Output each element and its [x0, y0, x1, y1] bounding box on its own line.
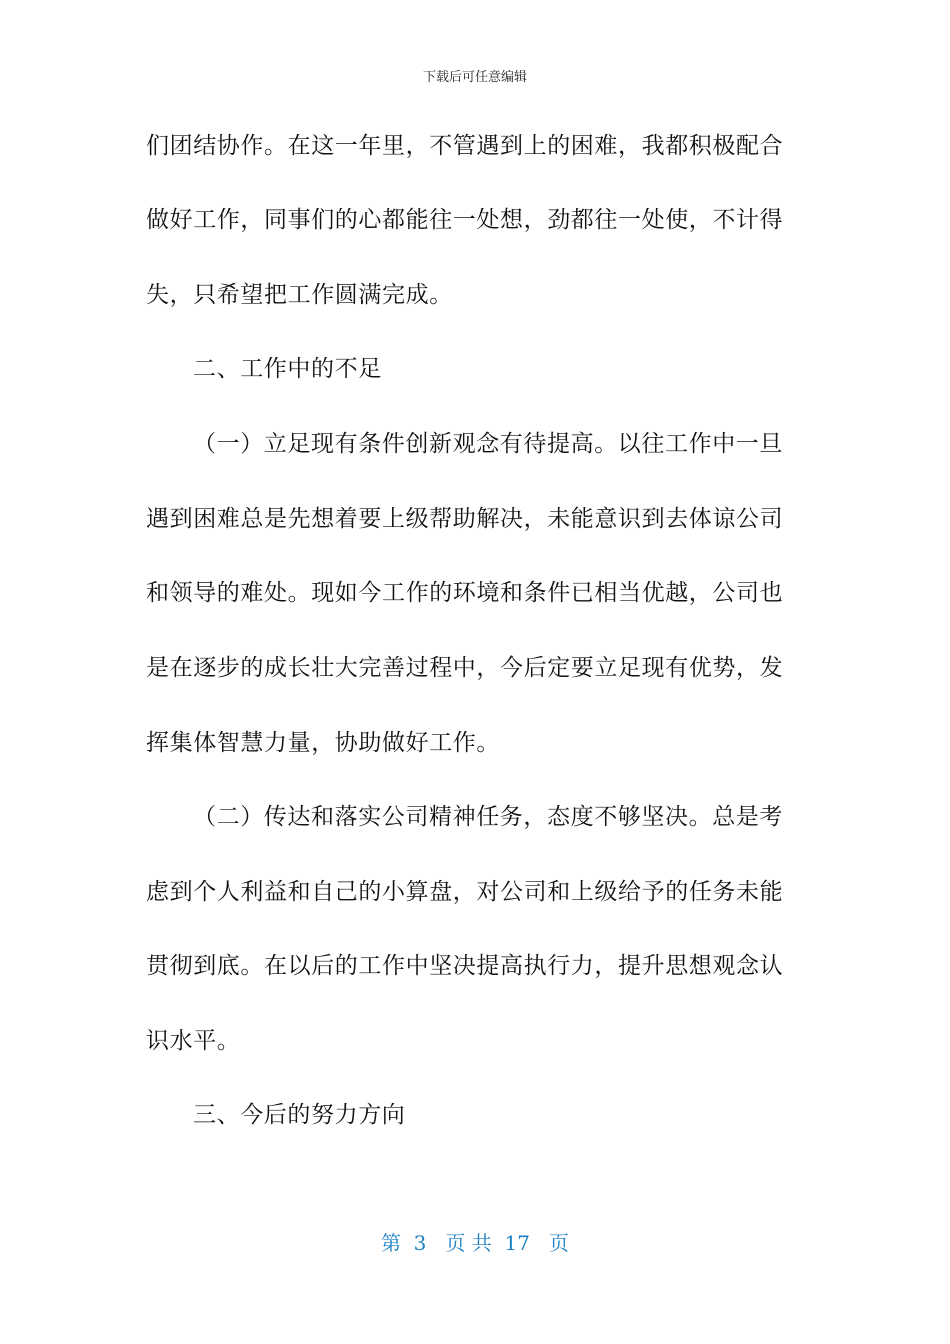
body-line: （一）立足现有条件创新观念有待提高。以往工作中一旦 [193, 431, 783, 457]
body-line: 们团结协作。在这一年里，不管遇到上的困难，我都积极配合 [146, 133, 784, 159]
body-line: 做好工作，同事们的心都能往一处想，劲都往一处使，不计得 [146, 207, 784, 233]
page-header-note: 下载后可任意编辑 [422, 70, 527, 85]
section-heading: 二、工作中的不足 [193, 356, 382, 382]
section-heading: 三、今后的努力方向 [193, 1102, 406, 1128]
body-line: 虑到个人利益和自己的小算盘，对公司和上级给予的任务未能 [146, 879, 784, 905]
body-line: 识水平。 [146, 1028, 241, 1054]
body-line: 遇到困难总是先想着要上级帮助解决，未能意识到去体谅公司 [146, 506, 784, 532]
body-line: 贯彻到底。在以后的工作中坚决提高执行力，提升思想观念认 [146, 953, 784, 979]
body-line: 是在逐步的成长壮大完善过程中，今后定要立足现有优势，发 [146, 655, 784, 681]
body-line: （二）传达和落实公司精神任务，态度不够坚决。总是考 [193, 804, 783, 830]
body-line: 和领导的难处。现如今工作的环境和条件已相当优越，公司也 [146, 580, 784, 606]
page-number-footer: 第 3 页 共 17 页 [380, 1231, 570, 1255]
body-line: 失，只希望把工作圆满完成。 [146, 282, 453, 308]
body-line: 挥集体智慧力量，协助做好工作。 [146, 730, 500, 756]
